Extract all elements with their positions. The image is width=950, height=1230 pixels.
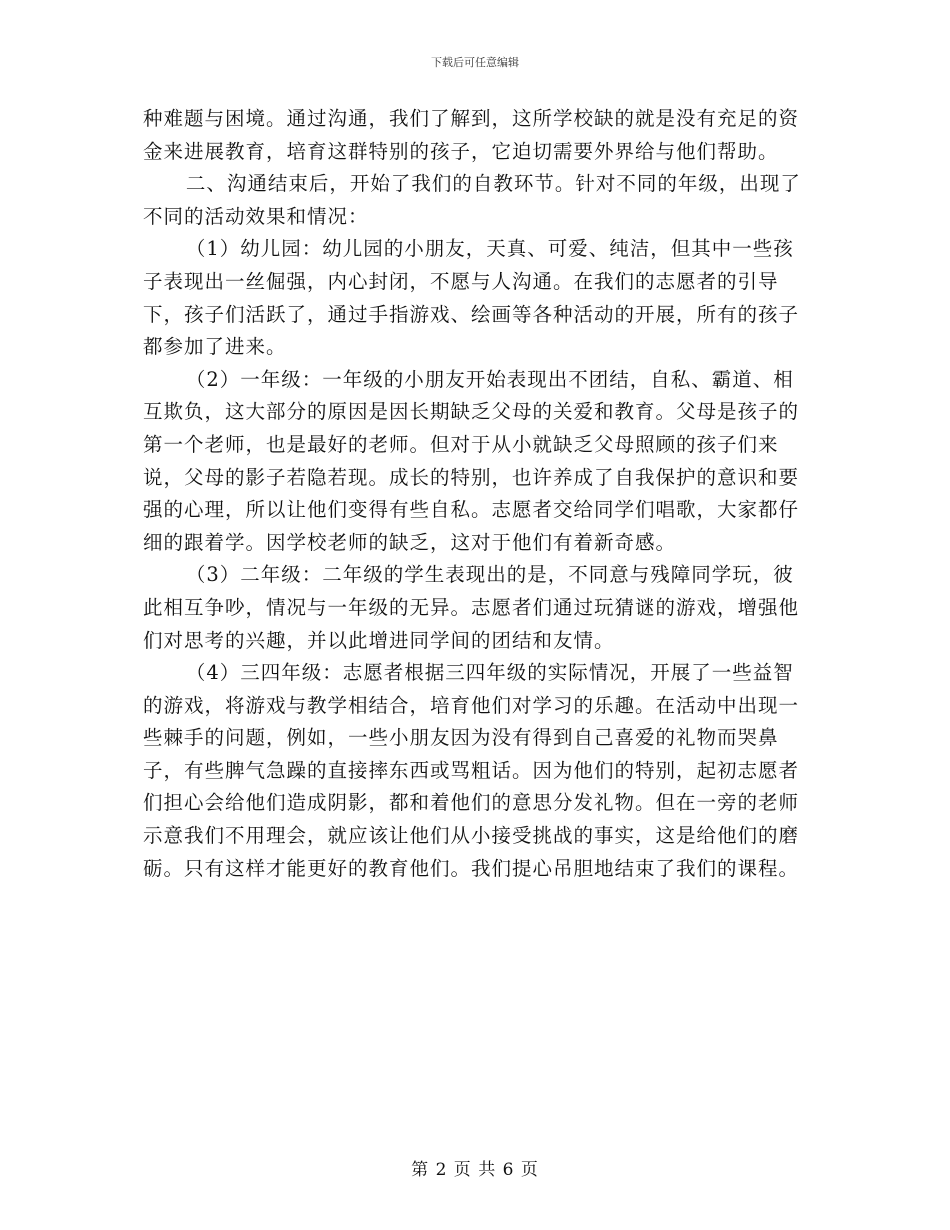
paragraph-grade-one: （2）一年级：一年级的小朋友开始表现出不团结，自私、霸道、相互欺负，这大部分的原因是因长期缺乏父母的关爱和教育。父母是孩子的第一个老师，也是最好的老师。但对于从小就缺乏父母照顾的孩子们来说，父母的影子若隐若现。成长的特别，也许养成了自我保护的意识和要强的心理，所以让他们变得有些自私。志愿者交给同学们唱歌，大家都仔细的跟着学。因学校老师的缺乏，这对于他们有着新奇感。 [143,367,800,554]
page-number-footer: 第 2 页 共 6 页 [411,1160,539,1180]
paragraph-grade-three-four: （4）三四年级：志愿者根据三四年级的实际情况，开展了一些益智的游戏，将游戏与教学相结合，培育他们对学习的乐趣。在活动中出现一些棘手的问题，例如，一些小朋友因为没有得到自己喜爱的礼物而哭鼻子，有些脾气急躁的直接摔东西或骂粗话。因为他们的特别，起初志愿者们担心会给他们造成阴影，都和着他们的意思分发礼物。但在一旁的老师示意我们不用理会，就应该让他们从小接受挑战的事实，这是给他们的磨砺。只有这样才能更好的教育他们。我们提心吊胆地结束了我们的课程。 [143,661,800,880]
paragraph-grade-two: （3）二年级：二年级的学生表现出的是，不同意与残障同学玩，彼此相互争吵，情况与一年级的无异。志愿者们通过玩猜谜的游戏，增强他们对思考的兴趣，并以此增进同学间的团结和友情。 [143,563,800,652]
document-body [143,103,811,885]
paragraph-section-two: 二、沟通结束后，开始了我们的自教环节。针对不同的年级，出现了不同的活动效果和情况： [143,172,801,228]
paragraph-continuation: 种难题与困境。通过沟通，我们了解到，这所学校缺的就是没有充足的资金来进展教育，培育这群特别的孩子，它迫切需要外界给与他们帮助。 [143,107,800,163]
page-header-note: 下载后可任意编辑 [431,56,519,69]
paragraph-kindergarten: （1）幼儿园：幼儿园的小朋友，天真、可爱、纯洁，但其中一些孩子表现出一丝倔强，内心封闭，不愿与人沟通。在我们的志愿者的引导下，孩子们活跃了，通过手指游戏、绘画等各种活动的开展，所有的孩子都参加了进来。 [143,237,800,359]
